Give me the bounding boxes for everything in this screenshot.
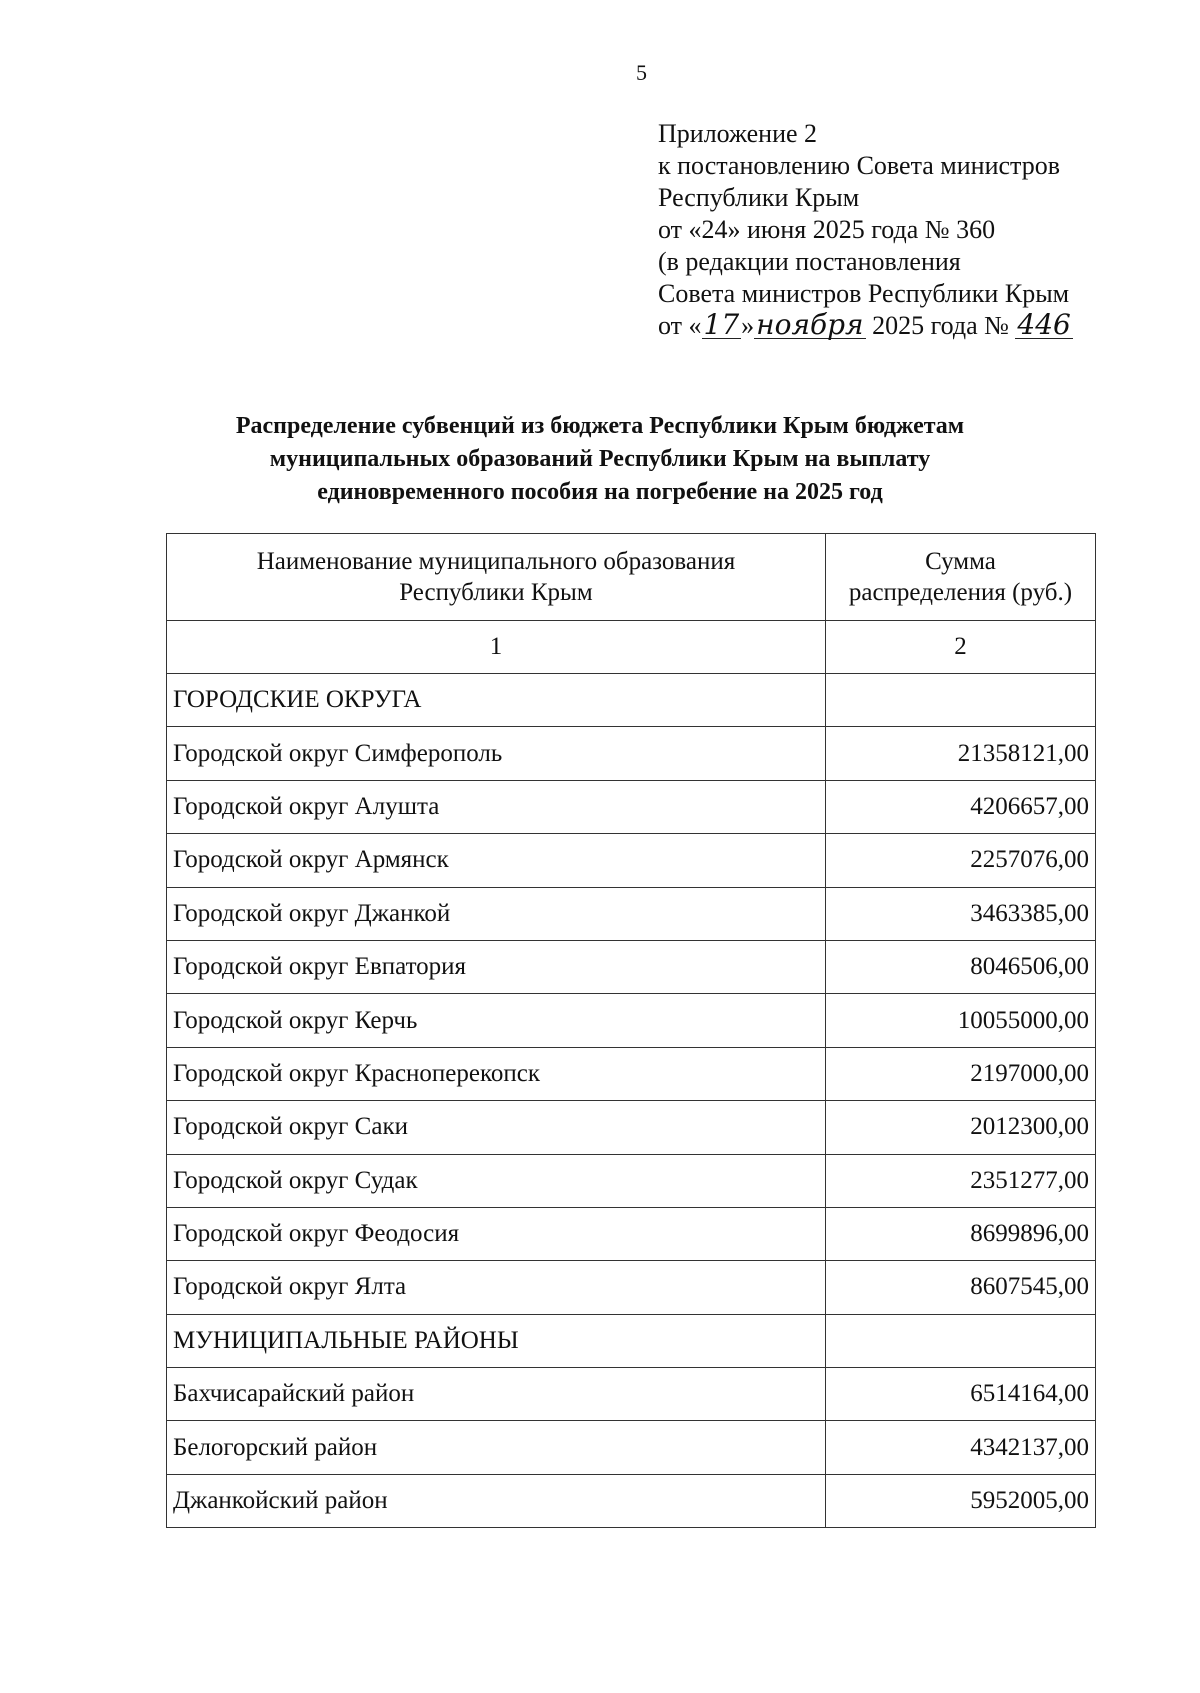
header-amount-cell: [825, 534, 1095, 621]
municipality-name: Городской округ Армянск: [167, 834, 826, 887]
annex-line: Совета министров Республики Крым: [658, 279, 1070, 308]
annex-date-year: 2025 года №: [865, 311, 1016, 340]
table-row: [167, 1047, 1096, 1100]
header-text: распределения (руб.): [848, 579, 1073, 606]
annex-line: к постановлению Совета министров: [658, 151, 1060, 180]
header-name-cell: [167, 534, 826, 621]
amount-cell: [825, 674, 1095, 727]
annex-date-line: [658, 310, 1073, 342]
municipality-name: Городской округ Саки: [167, 1101, 826, 1154]
municipality-name: МУНИЦИПАЛЬНЫЕ РАЙОНЫ: [167, 1314, 826, 1367]
table-row: [167, 1154, 1096, 1207]
title-line: муниципальных образований Республики Крым на выплату: [269, 446, 931, 472]
table-row: [167, 834, 1096, 887]
table-row: [167, 1474, 1096, 1527]
table-row: [167, 1314, 1096, 1367]
title-line: Распределение субвенций из бюджета Республики Крым бюджетам: [235, 413, 965, 439]
amount-cell: 10055000,00: [825, 994, 1095, 1047]
municipality-name: ГОРОДСКИЕ ОКРУГА: [167, 674, 826, 727]
municipality-name: Городской округ Евпатория: [167, 940, 826, 993]
amount-cell: 8046506,00: [825, 940, 1095, 993]
table-header-row: [167, 534, 1096, 621]
amount-cell: 4206657,00: [825, 780, 1095, 833]
amount-cell: 6514164,00: [825, 1368, 1095, 1421]
header-text: Сумма: [925, 548, 996, 575]
page-number: 5: [636, 60, 647, 85]
amount-cell: 2351277,00: [825, 1154, 1095, 1207]
municipality-name: Городской округ Алушта: [167, 780, 826, 833]
annex-block: [658, 118, 1073, 342]
annex-line: (в редакции постановления: [658, 247, 961, 276]
municipality-name: Городской округ Керчь: [167, 994, 826, 1047]
table-row: [167, 1261, 1096, 1314]
handwritten-day: 17: [703, 308, 740, 341]
annex-date-prefix: от «: [658, 311, 702, 340]
amount-cell: 2197000,00: [825, 1047, 1095, 1100]
amount-cell: 2257076,00: [825, 834, 1095, 887]
municipality-name: Городской округ Судак: [167, 1154, 826, 1207]
amount-cell: 5952005,00: [825, 1474, 1095, 1527]
header-text: Республики Крым: [399, 579, 593, 606]
column-number: 1: [167, 621, 826, 674]
amount-cell: 8699896,00: [825, 1207, 1095, 1260]
annex-date-quote: »: [741, 311, 755, 340]
table-row: [167, 1207, 1096, 1260]
municipality-name: Городской округ Феодосия: [167, 1207, 826, 1260]
distribution-table: [166, 533, 1096, 1528]
amount-cell: 3463385,00: [825, 887, 1095, 940]
handwritten-number: 446: [1017, 308, 1071, 341]
municipality-name: Городской округ Симферополь: [167, 727, 826, 780]
amount-cell: 21358121,00: [825, 727, 1095, 780]
table-row: [167, 1421, 1096, 1474]
municipality-name: Городской округ Ялта: [167, 1261, 826, 1314]
annex-line: Приложение 2: [658, 119, 818, 148]
table-numbering-row: [167, 621, 1096, 674]
table-row: [167, 1101, 1096, 1154]
municipality-name: Белогорский район: [167, 1421, 826, 1474]
table-row: [167, 1368, 1096, 1421]
amount-cell: 4342137,00: [825, 1421, 1095, 1474]
municipality-name: Бахчисарайский район: [167, 1368, 826, 1421]
title-line: единовременного пособия на погребение на 2025 год: [317, 479, 883, 505]
table-row: [167, 674, 1096, 727]
municipality-name: Городской округ Красноперекопск: [167, 1047, 826, 1100]
table-row: [167, 887, 1096, 940]
table-row: [167, 727, 1096, 780]
handwritten-month: ноября: [756, 308, 864, 341]
header-text: Наименование муниципального образования: [256, 548, 736, 575]
municipality-name: Джанкойский район: [167, 1474, 826, 1527]
amount-cell: 2012300,00: [825, 1101, 1095, 1154]
table-row: [167, 994, 1096, 1047]
column-number: 2: [825, 621, 1095, 674]
annex-line: Республики Крым: [658, 183, 860, 212]
document-title: [150, 410, 1050, 509]
amount-cell: [825, 1314, 1095, 1367]
amount-cell: 8607545,00: [825, 1261, 1095, 1314]
municipality-name: Городской округ Джанкой: [167, 887, 826, 940]
table-row: [167, 780, 1096, 833]
table-row: [167, 940, 1096, 993]
annex-line: от «24» июня 2025 года № 360: [658, 215, 996, 244]
